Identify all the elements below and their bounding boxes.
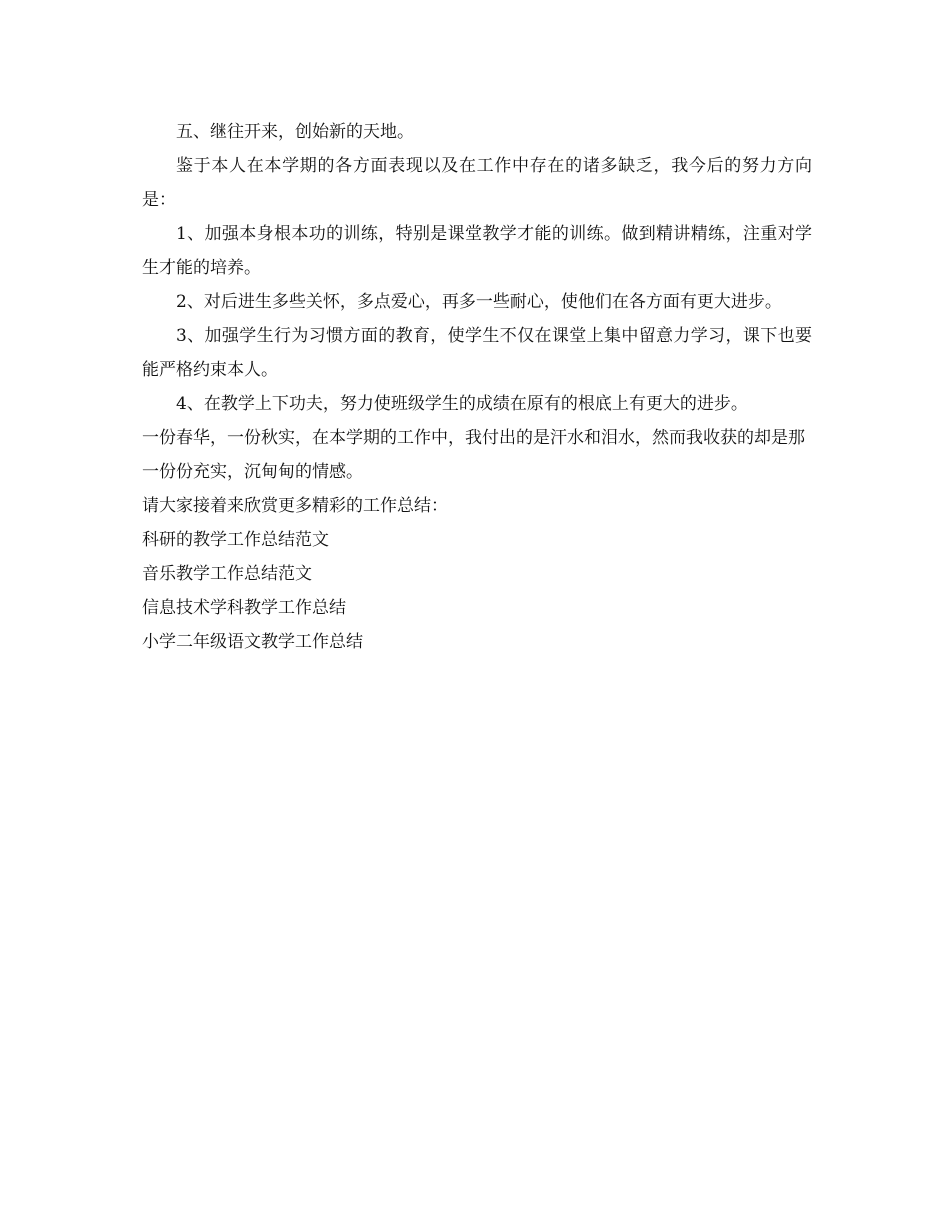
list-item-3: 3、加强学生行为习惯方面的教育，使学生不仅在课堂上集中留意力学习，课下也要能严格约束本人。 bbox=[142, 326, 812, 380]
intro-paragraph: 鉴于本人在本学期的各方面表现以及在工作中存在的诸多缺乏，我今后的努力方向是： bbox=[142, 156, 812, 210]
related-link-3[interactable]: 信息技术学科教学工作总结 bbox=[142, 598, 346, 618]
list-item-2: 2、对后进生多些关怀，多点爱心，再多一些耐心，使他们在各方面有更大进步。 bbox=[176, 292, 782, 312]
list-item-4: 4、在教学上下功夫，努力使班级学生的成绩在原有的根底上有更大的进步。 bbox=[176, 394, 748, 414]
related-link-2[interactable]: 音乐教学工作总结范文 bbox=[142, 564, 312, 584]
document-body bbox=[142, 115, 812, 659]
section-heading: 五、继往开来，创始新的天地。 bbox=[176, 122, 414, 142]
more-prompt: 请大家接着来欣赏更多精彩的工作总结： bbox=[142, 496, 448, 516]
related-link-1[interactable]: 科研的教学工作总结范文 bbox=[142, 530, 329, 550]
list-item-1: 1、加强本身根本功的训练，特别是课堂教学才能的训练。做到精讲精练，注重对学生才能的培养。 bbox=[142, 224, 812, 278]
closing-paragraph: 一份春华，一份秋实，在本学期的工作中，我付出的是汗水和泪水，然而我收获的却是那一份份充实，沉甸甸的情感。 bbox=[142, 428, 805, 482]
related-link-4[interactable]: 小学二年级语文教学工作总结 bbox=[142, 632, 363, 652]
